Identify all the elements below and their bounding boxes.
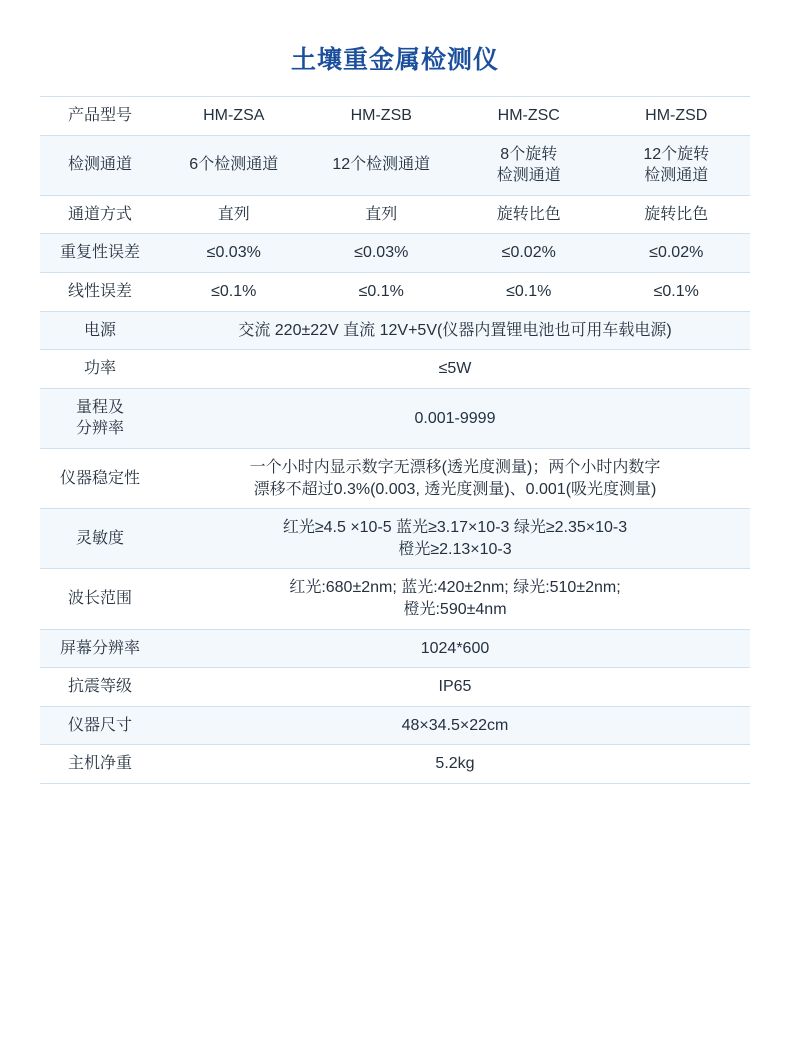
row-label-sensitivity: 灵敏度 xyxy=(40,509,160,569)
cell-repeatability-d: ≤0.02% xyxy=(603,234,751,273)
cell-model-a: HM-ZSA xyxy=(160,97,308,136)
cell-channel-mode-a: 直列 xyxy=(160,195,308,234)
cell-channel-mode-c: 旋转比色 xyxy=(455,195,603,234)
cell-stability: 一个小时内显示数字无漂移(透光度测量)；两个小时内数字 漂移不超过0.3%(0.003, 透光度测量)、0.001(吸光度测量) xyxy=(160,448,750,508)
cell-model-d: HM-ZSD xyxy=(603,97,751,136)
row-label-dimensions: 仪器尺寸 xyxy=(40,706,160,745)
cell-linearity-a: ≤0.1% xyxy=(160,272,308,311)
cell-repeatability-c: ≤0.02% xyxy=(455,234,603,273)
row-label-power: 功率 xyxy=(40,350,160,389)
cell-wavelength: 红光:680±2nm; 蓝光:420±2nm; 绿光:510±2nm; 橙光:590±4nm xyxy=(160,569,750,629)
cell-channels-a: 6个检测通道 xyxy=(160,135,308,195)
cell-linearity-c: ≤0.1% xyxy=(455,272,603,311)
row-label-net-weight: 主机净重 xyxy=(40,745,160,784)
row-label-model: 产品型号 xyxy=(40,97,160,136)
page-title: 土壤重金属检测仪 xyxy=(290,46,499,74)
cell-model-b: HM-ZSB xyxy=(308,97,456,136)
cell-power-supply: 交流 220±22V 直流 12V+5V(仪器内置锂电池也可用车载电源) xyxy=(160,311,750,350)
cell-sensitivity: 红光≥4.5 ×10-5 蓝光≥3.17×10-3 绿光≥2.35×10-3 橙光≥2.13×10-3 xyxy=(160,509,750,569)
table-row xyxy=(40,706,750,745)
table-row xyxy=(40,745,750,784)
cell-repeatability-b: ≤0.03% xyxy=(308,234,456,273)
row-label-screen-resolution: 屏幕分辨率 xyxy=(40,629,160,668)
table-row xyxy=(40,350,750,389)
specification-table xyxy=(40,96,750,784)
row-label-linearity: 线性误差 xyxy=(40,272,160,311)
row-label-stability: 仪器稳定性 xyxy=(40,448,160,508)
row-label-channel-mode: 通道方式 xyxy=(40,195,160,234)
cell-net-weight: 5.2kg xyxy=(160,745,750,784)
table-row xyxy=(40,448,750,508)
cell-shock-rating: IP65 xyxy=(160,668,750,707)
cell-channel-mode-b: 直列 xyxy=(308,195,456,234)
table-row xyxy=(40,569,750,629)
cell-channels-b: 12个检测通道 xyxy=(308,135,456,195)
row-label-range: 量程及 分辨率 xyxy=(40,388,160,448)
table-row xyxy=(40,195,750,234)
table-row xyxy=(40,509,750,569)
cell-channel-mode-d: 旋转比色 xyxy=(603,195,751,234)
cell-range: 0.001-9999 xyxy=(160,388,750,448)
cell-repeatability-a: ≤0.03% xyxy=(160,234,308,273)
row-label-wavelength: 波长范围 xyxy=(40,569,160,629)
table-row xyxy=(40,234,750,273)
row-label-shock-rating: 抗震等级 xyxy=(40,668,160,707)
table-row xyxy=(40,668,750,707)
table-row xyxy=(40,97,750,136)
row-label-power-supply: 电源 xyxy=(40,311,160,350)
cell-power: ≤5W xyxy=(160,350,750,389)
table-row xyxy=(40,135,750,195)
cell-linearity-d: ≤0.1% xyxy=(603,272,751,311)
table-row xyxy=(40,272,750,311)
cell-screen-resolution: 1024*600 xyxy=(160,629,750,668)
table-row xyxy=(40,311,750,350)
cell-channels-c: 8个旋转 检测通道 xyxy=(455,135,603,195)
row-label-repeatability: 重复性误差 xyxy=(40,234,160,273)
table-row xyxy=(40,388,750,448)
cell-dimensions: 48×34.5×22cm xyxy=(160,706,750,745)
row-label-channels: 检测通道 xyxy=(40,135,160,195)
table-row xyxy=(40,629,750,668)
cell-model-c: HM-ZSC xyxy=(455,97,603,136)
cell-channels-d: 12个旋转 检测通道 xyxy=(603,135,751,195)
cell-linearity-b: ≤0.1% xyxy=(308,272,456,311)
